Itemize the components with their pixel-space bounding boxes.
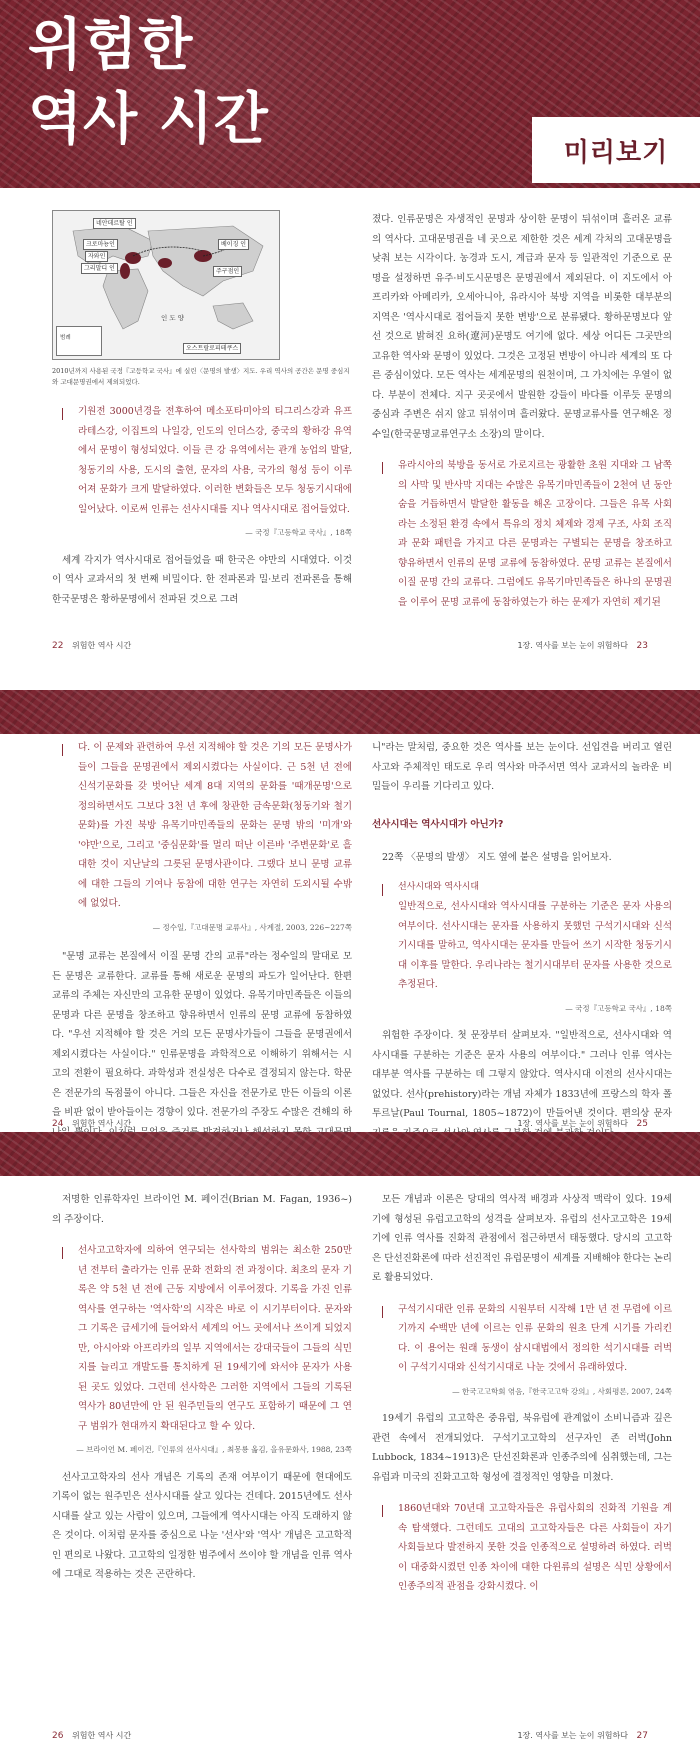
folio-left — [52, 1118, 131, 1129]
body-paragraph: 위험한 주장이다. 첫 문장부터 살펴보자. "일반적으로, 선사시대와 역사시대를 구분하는 기준은 문자 사용의 여부이다." 그러나 인류 역사는 대부분 역사를 구분하는 데 그렇지 않았다. 역사시대 이전의 선사시대는 없었다. 선사(prehistory)라는 개념 자체가 1833년에 프랑스의 학자 폴 투르날(Paul Tournal, 1805~1872)이 만들어낸 것이다. 편의상 문자 — [372, 1030, 672, 1119]
divider-band — [0, 690, 700, 734]
page-22 — [52, 210, 352, 609]
map-label: 자와인 — [85, 251, 108, 262]
map-region: 인 도 양 — [161, 314, 184, 322]
map-label: 네안데르탈 인 — [93, 218, 136, 229]
body-paragraph: 22쪽 〈문명의 발생〉 지도 옆에 붙은 설명을 읽어보자. — [382, 852, 612, 863]
folio-left — [52, 1730, 131, 1741]
running-title: 1장. 역사를 보는 눈이 위험하다 — [517, 641, 628, 650]
body-paragraph: 모든 개념과 이론은 당대의 역사적 배경과 사상적 맥락이 있다. 19세기에 형성된 유럽고고학의 성격을 살펴보자. 유럽의 선사고고학은 19세기에 인류 역사를 진화적 관점에서 접근하면서 태동했다. 당시의 고고학은 단선진화론에 따라 선진적인 유럽문명이 세계를 지배해야 한다는 논리로 활용되었다. — [372, 1194, 672, 1283]
map-label: 베이징 인 — [218, 239, 249, 250]
running-title: 위험한 역사 시간 — [72, 1119, 132, 1128]
folio-right — [517, 640, 648, 651]
map-label: 주구점인 — [213, 266, 242, 277]
running-title: 1장. 역사를 보는 눈이 위험하다 — [517, 1731, 628, 1740]
page-25 — [372, 738, 672, 1143]
body-paragraph: 선사고고학자의 선사 개념은 기록의 존재 여부이기 때문에 현대에도 기록이 없는 원주민은 선사시대를 살고 있다는 건데다. 2015년에도 선사시대를 살고 있는 사람이 있으며, 그들에게 역사시대는 아직 도래하지 않은 것이다. 이처럼 문자를 중심으로 나눈 '선사'와 '역사' 개념은 고고학적인 편의로 나왔다. 고고학의 일정한 범주에서 쓰이야 할 개념을 인류 역사에 그대로 적용하는 것은 곤란하다. — [52, 1471, 352, 1580]
quote-title: 선사시대와 역사시대 — [398, 881, 480, 892]
quote-block: 유라시아의 북방을 동서로 가로지르는 광활한 초원 지대와 그 남쪽의 사막 및 반사막 지대는 수많은 유목기마민족들이 2천여 년 동안 숨을 거듭하면서 발달한 활동을 해온 고장이다. 그들은 유목 사회라는 소정된 환경 속에서 특유의 정치 체제와 경제 구조, 사회 조직과 문화 패턴을 가지고 다른 문명과는 구별되는 문명을 창조하고 향유하면서 인류의 문명 교류에 동참하였다. 문명 교류는 본질에서 이질 문명 간의 교류다. 그럼에도 유목기마민족들은 하나의 문명권을 이루어 문명 교류에 동참하였는가 하는 문제가 자연히 제기된 — [382, 456, 672, 612]
page-number: 22 — [52, 641, 64, 651]
page-number: 26 — [52, 1731, 64, 1741]
legend-title: 범례 — [60, 335, 71, 341]
page-24 — [52, 738, 352, 1162]
body-paragraph: 19세기 유럽의 고고학은 중유럽, 북유럽에 관계없이 소비니즘과 깊은 관련 속에서 전개되었다. 구석기고고학의 선구자인 존 러벅(John Lubbock, 1834~1913)은 단선진화론과 인종주의에 심취했는데, 그는 유럽과 미국의 진화고고학 형성에 결정적인 영향을 미쳤다. — [372, 1413, 672, 1483]
running-title: 1장. 역사를 보는 눈이 위험하다 — [517, 1119, 628, 1128]
page-27 — [372, 1190, 672, 1597]
page-26 — [52, 1190, 352, 1585]
map-label: 크로마뇽인 — [83, 239, 118, 250]
spread-pages-24-25 — [0, 738, 700, 1138]
folio-right — [517, 1730, 648, 1741]
body-paragraph: 세계 각지가 역사시대로 접어들었을 때 한국은 야만의 시대였다. 이것이 역사 교과서의 첫 번째 비밀이다. 한 전파론과 밀·보리 전파론을 통해 한국문명은 황하문명에서 전파된 것으로 그려 — [52, 554, 352, 605]
map-label: 오스트랄로피테쿠스 — [183, 343, 241, 354]
section-heading: 선사시대는 역사시대가 아닌가? — [372, 818, 504, 830]
page-23 — [372, 210, 672, 612]
quote-block: 다. 이 문제와 관련하여 우선 지적해야 할 것은 기의 모든 문명사가들이 그들을 문명권에서 제외시켰다는 사실이다. 근 5천 년 전에 신석기문화를 갖 벗어난 세계 8대 지역의 문화를 '때개문명'으로 정의하면서도 그보다 3천 년 후에 창관한 금속문화(청동기와 철기문화)를 가진 북방 유목기마민족들의 문화는 문명 밖의 '미개'와 '야만'으로, 그리고 '중심문화'를 멀리 떠난 이른바 '주변문화'로 흘대한 것이 지난날의 그릇된 문명사관이다. 그랬다 보니 문명 교류에 대한 그들의 기여나 동참에 대한 연구는 자연히 도외시될 수밖에 없었다. — [62, 738, 352, 914]
divider-band — [0, 1132, 700, 1176]
page-number: 24 — [52, 1119, 64, 1129]
map-caption: 2010년까지 사용된 국정『고등학교 국사』에 실린〈문명의 발생〉지도. 우리 역사의 공간은 문명 중심지와 고대문명권에서 제외되었다. — [52, 367, 350, 386]
header-banner — [0, 0, 700, 188]
folio-left — [52, 640, 131, 651]
quote-source: — 국정『고등학교 국사』, 18쪽 — [245, 528, 352, 537]
quote-body: 일반적으로, 선사시대와 역사시대를 구분하는 기준은 문자 사용의 여부이다. 선사시대는 문자를 사용하지 못했던 구석기시대와 신석기시대를 말하고, 역사시대는 문자를 만들어 쓰기 시작한 청동기시대 이후를 말한다. 우리나라는 철기시대부터 문자를 사용한 것으로 추정된다. — [398, 901, 672, 990]
quote-block: 선사고고학자에 의하여 연구되는 선사학의 범위는 최소한 250만 년 전부터 출라가는 인류 문화 전화의 전 과정이다. 최초의 문자 기록은 약 5천 년 전에 근동 지방에서 이루어졌다. 기록을 가진 인류 역사를 연구하는 '역사학'의 시작은 바로 이 시기부터이다. 문자와 그 기록은 급세기에 들어와서 세계의 어느 곳에서나 쓰이게 되었지만, 아시아와 아프리카의 일부 지역에서는 강대국들이 그들의 식민지를 늘리고 개발도를 통치하게 된 19세기에 와서야 문자가 사용된 곳도 있었다. 그런데 선사학은 그러한 지역에서 그들의 기록된 역사가 80년만에 안 된 원주민들의 연구도 포함하기 때문에 그 연구 범위가 현대까지 확대된다고 할 수 있다. — [62, 1241, 352, 1436]
quote-block: 1860년대와 70년대 고고학자들은 유럽사회의 진화적 기원을 계속 탐색했다. 그런데도 고대의 고고학자들은 다른 사회들이 자기 사회들보다 발전하지 못한 것을 인종적으로 설명하려 하였다. 러벅이 대중화시켰던 인종 차이에 대한 다윈류의 설명은 식민 상황에서 인종주의적 관점을 강화시켰다. 이 — [382, 1499, 672, 1597]
page-number: 23 — [636, 641, 648, 651]
running-title: 위험한 역사 시간 — [72, 641, 132, 650]
quote-source: — 정수일,『고대문명 교류사』, 사계절, 2003, 226~227쪽 — [152, 922, 352, 932]
body-paragraph: 졌다. 인류문명은 자생적인 문명과 상이한 문명이 뒤섞이며 흘러온 교류의 역사다. 고대문명권을 네 곳으로 제한한 것은 세계 각처의 고대문명을 낮춰 보는 시각이다. 농경과 도시, 계급과 문자 등 일관적인 기준으로 문명을 설정하면 유주·비도시문명은 문명권에서 제외된다. 이 지도에서 아프리카와 아메리카, 오세아니아, 유라시아 북방 지역을 비롯한 대부분의 지역은 '역사시대로 접어들지 못한 변방'으로 분류됐다. 황하문명보다 앞선 것으로 밝혀진 요하(遼河)문명도 여기에 없다. 세상 어디든 그곳만의 고유한 역사와 문명이 있었다. 그것은 고정된 변방이 아니라 세계의 또 다른 중심이었다. 모든 역사는 세계문명의 원천이며, 그 가치에는 우열이 없다. 부분이 전체다. 지구 곳곳에서 발원한 강들이 바다를 이루듯 문명의 중심과 주변은 쉬지 않고 뒤섞이며 흘러왔다. 문명교류사를 연구해온 정수일(한국문명교류연구소 소장)의 말이다. — [372, 214, 672, 440]
page-number: 25 — [636, 1119, 648, 1129]
quote-block: 기원전 3000년경을 전후하여 메소포타미아의 티그리스강과 유프라테스강, 이집트의 나일강, 인도의 인더스강, 중국의 황하강 유역에서 문명이 형성되었다. 이들 큰 강 유역에서는 관개 농업의 발달, 청동기의 사용, 도시의 출현, 문자의 사용, 국가의 형성 등이 이루어져 문화가 크게 발달하였다. 이러한 변화들은 모두 청동기시대에 일어났다. 이로써 인류는 선사시대를 지나 역사시대로 접어들었다. — [62, 402, 352, 519]
body-paragraph: "문명 교류는 본질에서 이질 문명 간의 교류"라는 정수일의 말대로 모든 문명은 교류한다. 교류를 통해 새로운 문명의 파도가 일어난다. 한편 교류의 주체는 자신만의 고유한 문명이 있었다. 유목기마민족들은 이들의 문명과 다른 문명을 창조하고 향유하면서 인류의 문명 교류에 동참하였다. "우선 지적해야 할 것은 거의 모든 문명사가들이 그들을 문명권에서 제외시켰다는 사실이다." 인류문명을 과학적으로 이해하기 위해서는 시고의 전환이 필요하다. 과학성과 전실성은 다수로 결정되지 않는다. 학문은 전문가의 독점물이 아니다. 그들은 자신을 전문가로 만든 이들의 이론을 비판 없이 받아들이는 경향이 있다. 전문가의 주장도 수많은 견해의 하 — [52, 951, 352, 1118]
body-paragraph: 니"라는 말처럼, 중요한 것은 역사를 보는 눈이다. 선입견을 버리고 열린 사고와 주체적인 태도로 우리 역사와 마주서면 역사 교과서의 놀라운 비밀들이 우리를 기다리고 있다. — [372, 742, 672, 792]
quote-source: — 브라이언 M. 페이건,『인류의 선사시대』, 최몽룡 옮김, 을유문화사, 1988, 23쪽 — [76, 1445, 352, 1454]
folio-right — [517, 1118, 648, 1129]
quote-source: — 한국고고학회 엮음,『한국고고학 강의』, 사회평론, 2007, 24쪽 — [452, 1386, 672, 1396]
page-number: 27 — [636, 1731, 648, 1741]
quote-block — [382, 878, 672, 995]
book-title-line1: 위험한 — [28, 13, 194, 78]
quote-source: — 국정『고등학교 국사』, 18쪽 — [565, 1003, 672, 1013]
map-label: 그리말디 인 — [81, 263, 118, 274]
spread-pages-22-23 — [0, 210, 700, 660]
map-legend — [56, 326, 102, 356]
civilization-map — [52, 210, 280, 360]
book-title-line2: 역사 시간 — [28, 87, 269, 152]
quote-block: 구석기시대란 인류 문화의 시원부터 시작해 1만 년 전 무렵에 이르기까지 수백만 년에 이르는 인류 문화의 원초 단계 시기를 가리킨다. 이 용어는 원래 동생이 삼시대법에서 정의한 석기시대를 러벅이 구석기시대와 신석기시대로 나눈 것에서 유래하였다. — [382, 1300, 672, 1378]
spread-pages-26-27 — [0, 1190, 700, 1750]
body-paragraph: 저명한 인류학자인 브라이언 M. 페이건(Brian M. Fagan, 1936~)의 주장이다. — [52, 1194, 352, 1225]
running-title: 위험한 역사 시간 — [72, 1731, 132, 1740]
preview-badge: 미리보기 — [532, 117, 700, 183]
